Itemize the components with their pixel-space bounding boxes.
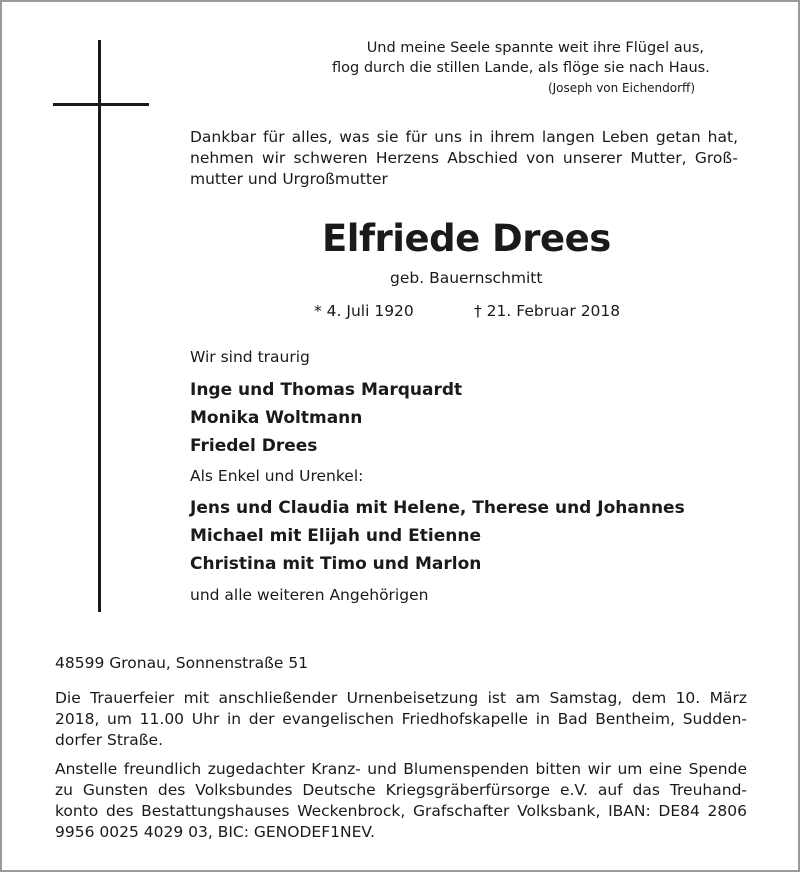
donation-line: zu Gunsten des Volksbundes Deutsche Kriegsgräberfürsorge e.V. auf das Treuhand- bbox=[55, 781, 747, 799]
donation-line: konto des Bestattungshauses Weckenbrock, Grafschafter Volksbank, IBAN: DE84 2806 bbox=[55, 802, 747, 820]
intro-line: mutter und Urgroßmutter bbox=[190, 170, 388, 188]
cross-symbol-vertical bbox=[98, 40, 101, 612]
mourners-label: Wir sind traurig bbox=[190, 348, 310, 366]
mourners-section bbox=[190, 347, 730, 605]
funeral-info bbox=[55, 688, 747, 751]
grandchild-name: Michael mit Elijah und Etienne bbox=[190, 526, 481, 546]
deceased-name: Elfriede Drees bbox=[322, 217, 611, 260]
funeral-line: Die Trauerfeier mit anschließender Urnenbeisetzung ist am Samstag, dem 10. März bbox=[55, 689, 747, 707]
intro-line: nehmen wir schweren Herzens Abschied von unserer Mutter, Groß- bbox=[190, 149, 738, 167]
poem-line: Und meine Seele spannte weit ihre Flügel aus, bbox=[366, 40, 704, 56]
cross-symbol-horizontal bbox=[53, 103, 149, 106]
family-address: 48599 Gronau, Sonnenstraße 51 bbox=[55, 654, 309, 672]
birth-name: geb. Bauernschmitt bbox=[390, 269, 543, 287]
poem-quote bbox=[332, 38, 710, 97]
mourner-name: Inge und Thomas Marquardt bbox=[190, 380, 463, 400]
grandchildren-label: Als Enkel und Urenkel: bbox=[190, 467, 364, 485]
donation-info bbox=[55, 759, 747, 843]
grandchild-name: Jens und Claudia mit Helene, Therese und Johannes bbox=[190, 498, 685, 518]
death-date: † 21. Februar 2018 bbox=[474, 302, 621, 320]
grandchild-name: Christina mit Timo und Marlon bbox=[190, 554, 482, 574]
funeral-line: dorfer Straße. bbox=[55, 731, 164, 749]
intro-text bbox=[190, 127, 738, 190]
donation-line: Anstelle freundlich zugedachter Kranz- und Blumenspenden bitten wir um eine Spende bbox=[55, 760, 747, 778]
mourner-name: Friedel Drees bbox=[190, 436, 318, 456]
intro-line: Dankbar für alles, was sie für uns in ihrem langen Leben getan hat, bbox=[190, 128, 738, 146]
birth-date: * 4. Juli 1920 bbox=[314, 302, 414, 320]
poem-author: (Joseph von Eichendorff) bbox=[547, 81, 695, 95]
mourners-closing: und alle weiteren Angehörigen bbox=[190, 586, 429, 604]
funeral-line: 2018, um 11.00 Uhr in der evangelischen Friedhofskapelle in Bad Bentheim, Sudden- bbox=[55, 710, 747, 728]
poem-line: flog durch die stillen Lande, als flöge sie nach Haus. bbox=[332, 60, 710, 76]
mourner-name: Monika Woltmann bbox=[190, 408, 363, 428]
donation-line: 9956 0025 4029 03, BIC: GENODEF1NEV. bbox=[55, 823, 375, 841]
